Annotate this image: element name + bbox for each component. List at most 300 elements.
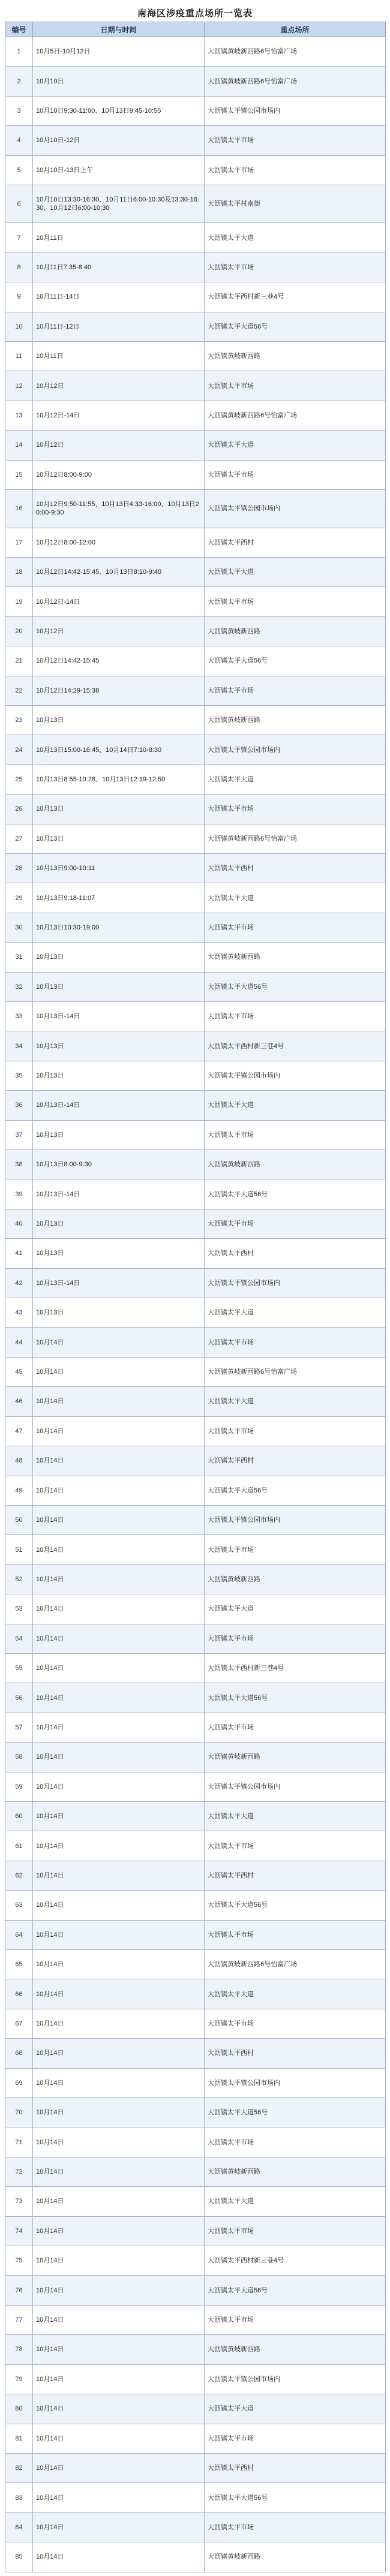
row-number: 49 (5, 1476, 33, 1505)
table-row (5, 2127, 386, 2157)
row-number: 52 (5, 1564, 33, 1594)
table-row (5, 1683, 386, 1713)
row-datetime: 10月12日8:00-12:00 (33, 528, 205, 557)
row-place: 大沥镇黄岐新西路6号怡富广场 (205, 824, 386, 853)
row-number: 13 (5, 401, 33, 430)
row-place: 大沥镇太平大道 (205, 1594, 386, 1624)
row-datetime: 10月14日 (33, 1328, 205, 1357)
row-place: 大沥镇黄岐新西路6号怡富广场 (205, 67, 386, 96)
table-row (5, 2542, 386, 2572)
row-number: 67 (5, 2009, 33, 2038)
table-row (5, 1209, 386, 1238)
row-place: 大沥镇黄岐新西路 (205, 342, 386, 371)
row-datetime: 10月14日 (33, 1713, 205, 1742)
row-number: 39 (5, 1179, 33, 1209)
row-datetime: 10月14日 (33, 1831, 205, 1861)
row-number: 69 (5, 2068, 33, 2097)
row-place: 大沥镇黄岐新西路 (205, 1150, 386, 1179)
row-number: 10 (5, 312, 33, 341)
row-place: 大沥镇太平大道56号 (205, 312, 386, 341)
row-place: 大沥镇太平市场 (205, 676, 386, 705)
row-place: 大沥镇太平西村新三巷4号 (205, 2246, 386, 2276)
row-datetime: 10月13日 (33, 1061, 205, 1090)
row-number: 73 (5, 2187, 33, 2216)
row-number: 84 (5, 2512, 33, 2542)
table-row (5, 185, 386, 223)
row-number: 11 (5, 342, 33, 371)
row-datetime: 10月14日 (33, 2276, 205, 2305)
table-row (5, 2098, 386, 2127)
row-place: 大沥镇黄岐新西路 (205, 2157, 386, 2186)
row-datetime: 10月12日14:42-15:45 (33, 646, 205, 676)
row-place: 大沥镇太平西村 (205, 853, 386, 883)
table-row (5, 1002, 386, 1031)
row-datetime: 10月11日-12日 (33, 312, 205, 341)
row-number: 34 (5, 1031, 33, 1061)
table-row (5, 371, 386, 401)
row-number: 82 (5, 2453, 33, 2482)
row-place: 大沥镇太平市场 (205, 252, 386, 282)
table-row (5, 1031, 386, 1061)
table-row (5, 1268, 386, 1298)
row-place: 大沥镇太平市场 (205, 587, 386, 616)
row-number: 16 (5, 490, 33, 528)
row-place: 大沥镇太平大道 (205, 883, 386, 913)
row-datetime: 10月13日15:00-16:45、10月14日7:10-8:30 (33, 735, 205, 765)
row-number: 45 (5, 1357, 33, 1386)
row-place: 大沥镇太平市场 (205, 1209, 386, 1238)
row-place: 大沥镇黄岐新西路 (205, 943, 386, 972)
row-datetime: 10月14日 (33, 2127, 205, 2157)
row-place: 大沥镇太平市场 (205, 371, 386, 401)
row-datetime: 10月14日 (33, 1979, 205, 2009)
row-number: 23 (5, 705, 33, 735)
header-row (5, 22, 386, 37)
row-place: 大沥镇太平大道56号 (205, 1683, 386, 1713)
row-number: 15 (5, 460, 33, 489)
row-number: 37 (5, 1120, 33, 1149)
row-place: 大沥镇太平市场 (205, 2512, 386, 2542)
table-row (5, 853, 386, 883)
row-place: 大沥镇太平市场 (205, 1120, 386, 1149)
row-datetime: 10月13日9:00-10:11 (33, 853, 205, 883)
table-row (5, 1298, 386, 1328)
table-row (5, 1594, 386, 1624)
row-datetime: 10月14日 (33, 2364, 205, 2394)
row-datetime: 10月12日-14日 (33, 587, 205, 616)
row-place: 大沥镇太平市场 (205, 2009, 386, 2038)
table-row (5, 1476, 386, 1505)
table-row (5, 1446, 386, 1476)
row-datetime: 10月13日 (33, 972, 205, 1001)
row-number: 57 (5, 1713, 33, 1742)
table-row (5, 2039, 386, 2068)
row-place: 大沥镇太平西村新三巷4号 (205, 1653, 386, 1683)
table-row (5, 2216, 386, 2246)
row-number: 50 (5, 1505, 33, 1534)
row-place: 大沥镇太平大道56号 (205, 1476, 386, 1505)
table-header (5, 22, 386, 37)
row-place: 大沥镇黄岐新西路6号怡富广场 (205, 1950, 386, 1979)
row-datetime: 10月14日 (33, 2453, 205, 2482)
row-datetime: 10月14日 (33, 2246, 205, 2276)
row-place: 大沥镇太平西村 (205, 2453, 386, 2482)
row-datetime: 10月14日 (33, 2216, 205, 2246)
row-place: 大沥镇太平市场 (205, 1535, 386, 1564)
row-place: 大沥镇黄岐新西路 (205, 1743, 386, 1772)
row-number: 70 (5, 2098, 33, 2127)
table-row (5, 616, 386, 646)
table-row (5, 2276, 386, 2305)
row-number: 62 (5, 1861, 33, 1890)
row-number: 5 (5, 155, 33, 185)
row-datetime: 10月13日 (33, 1298, 205, 1328)
row-number: 36 (5, 1091, 33, 1120)
row-place: 大沥镇太平市场 (205, 1328, 386, 1357)
row-number: 31 (5, 943, 33, 972)
row-datetime: 10月13日 (33, 795, 205, 824)
row-place: 大沥镇太平市场 (205, 1713, 386, 1742)
row-place: 大沥镇太平镇公园市场内 (205, 2364, 386, 2394)
row-place: 大沥镇太平市场 (205, 460, 386, 489)
row-number: 55 (5, 1653, 33, 1683)
table-row (5, 2453, 386, 2482)
row-number: 35 (5, 1061, 33, 1090)
row-place: 大沥镇太平市场 (205, 2424, 386, 2453)
row-datetime: 10月14日 (33, 1920, 205, 1949)
row-datetime: 10月14日 (33, 2068, 205, 2097)
row-datetime: 10月12日-14日 (33, 401, 205, 430)
table-row (5, 2424, 386, 2453)
row-datetime: 10月11日 (33, 223, 205, 252)
row-datetime: 10月10日 (33, 67, 205, 96)
column-header-datetime: 日期与时间 (33, 22, 205, 37)
row-place: 大沥镇太平大道56号 (205, 2276, 386, 2305)
row-place: 大沥镇太平大道56号 (205, 972, 386, 1001)
row-number: 25 (5, 765, 33, 794)
table-row (5, 1801, 386, 1831)
row-datetime: 10月13日8:00-9:30 (33, 1150, 205, 1179)
row-number: 18 (5, 557, 33, 586)
row-datetime: 10月14日 (33, 2157, 205, 2186)
table-row (5, 943, 386, 972)
row-number: 47 (5, 1416, 33, 1446)
row-datetime: 10月14日 (33, 1505, 205, 1534)
row-number: 43 (5, 1298, 33, 1328)
row-number: 81 (5, 2424, 33, 2453)
row-place: 大沥镇太平市场 (205, 1920, 386, 1949)
row-datetime: 10月14日 (33, 1594, 205, 1624)
row-number: 6 (5, 185, 33, 223)
row-number: 40 (5, 1209, 33, 1238)
row-datetime: 10月14日 (33, 2305, 205, 2334)
row-number: 27 (5, 824, 33, 853)
row-place: 大沥镇太平镇公园市场内 (205, 490, 386, 528)
row-place: 大沥镇黄岐新西路 (205, 705, 386, 735)
table-row (5, 2394, 386, 2424)
row-datetime: 10月14日 (33, 1387, 205, 1416)
row-datetime: 10月14日 (33, 1357, 205, 1386)
row-place: 大沥镇太平镇公园市场内 (205, 1505, 386, 1534)
table-row (5, 1091, 386, 1120)
row-number: 74 (5, 2216, 33, 2246)
row-place: 大沥镇太平大道 (205, 1801, 386, 1831)
table-row (5, 1831, 386, 1861)
row-place: 大沥镇黄岐新西路 (205, 2335, 386, 2364)
row-datetime: 10月13日10:30-19:00 (33, 913, 205, 942)
column-header-place: 重点场所 (205, 22, 386, 37)
table-row (5, 1387, 386, 1416)
row-datetime: 10月13日 (33, 1239, 205, 1268)
row-number: 85 (5, 2542, 33, 2572)
row-number: 78 (5, 2335, 33, 2364)
row-place: 大沥镇太平大道 (205, 223, 386, 252)
table-row (5, 1891, 386, 1920)
row-datetime: 10月11日 (33, 342, 205, 371)
row-datetime: 10月5日-10月12日 (33, 37, 205, 67)
row-number: 29 (5, 883, 33, 913)
row-place: 大沥镇太平市场 (205, 126, 386, 155)
row-number: 75 (5, 2246, 33, 2276)
row-place: 大沥镇太平市场 (205, 1624, 386, 1653)
row-place: 大沥镇太平西村 (205, 1861, 386, 1890)
table-row (5, 795, 386, 824)
places-table (5, 22, 386, 2572)
row-place: 大沥镇太平市场 (205, 155, 386, 185)
table-row (5, 252, 386, 282)
row-number: 21 (5, 646, 33, 676)
row-number: 71 (5, 2127, 33, 2157)
table-row (5, 646, 386, 676)
row-datetime: 10月13日 (33, 1120, 205, 1149)
row-number: 60 (5, 1801, 33, 1831)
row-place: 大沥镇太平市场 (205, 2305, 386, 2334)
row-datetime: 10月14日 (33, 1950, 205, 1979)
row-place: 大沥镇太平市场 (205, 1831, 386, 1861)
table-row (5, 883, 386, 913)
table-row (5, 1743, 386, 1772)
row-place: 大沥镇太平镇公园市场内 (205, 1061, 386, 1090)
row-place: 大沥镇太平镇公园市场内 (205, 2068, 386, 2097)
table-row (5, 401, 386, 430)
row-datetime: 10月14日 (33, 1772, 205, 1801)
table-row (5, 824, 386, 853)
row-number: 41 (5, 1239, 33, 1268)
row-number: 46 (5, 1387, 33, 1416)
row-place: 大沥镇黄岐新西路 (205, 1564, 386, 1594)
row-place: 大沥镇黄岐新西路6号怡富广场 (205, 401, 386, 430)
row-datetime: 10月13日 (33, 824, 205, 853)
row-place: 大沥镇太平市场 (205, 795, 386, 824)
row-datetime: 10月14日 (33, 2512, 205, 2542)
row-number: 26 (5, 795, 33, 824)
row-place: 大沥镇太平西村 (205, 1446, 386, 1476)
row-datetime: 10月14日 (33, 1801, 205, 1831)
row-datetime: 10月13日 (33, 705, 205, 735)
row-number: 80 (5, 2394, 33, 2424)
row-place: 大沥镇黄岐新西路 (205, 616, 386, 646)
row-datetime: 10月14日 (33, 1476, 205, 1505)
row-number: 54 (5, 1624, 33, 1653)
row-number: 72 (5, 2157, 33, 2186)
row-place: 大沥镇太平大道56号 (205, 1179, 386, 1209)
row-number: 76 (5, 2276, 33, 2305)
row-datetime: 10月14日 (33, 1446, 205, 1476)
row-datetime: 10月12日14:42-15:45、10月13日8:10-9:40 (33, 557, 205, 586)
row-datetime: 10月13日-14日 (33, 1179, 205, 1209)
row-datetime: 10月14日 (33, 2335, 205, 2364)
row-number: 68 (5, 2039, 33, 2068)
row-datetime: 10月11日-14日 (33, 282, 205, 312)
table-row (5, 1772, 386, 1801)
row-datetime: 10月14日 (33, 1743, 205, 1772)
row-datetime: 10月14日 (33, 2542, 205, 2572)
row-datetime: 10月14日 (33, 2394, 205, 2424)
row-datetime: 10月12日9:50-11:55、10月13日4:33-16:00、10月13日20:00-9:30 (33, 490, 205, 528)
row-place: 大沥镇太平大道 (205, 1387, 386, 1416)
table-row (5, 1061, 386, 1090)
table-row (5, 1861, 386, 1890)
row-datetime: 10月10日13:30-16:30、10月11日6:00-10:30及13:30-16:30、10月12日6:00-10:30 (33, 185, 205, 223)
row-number: 44 (5, 1328, 33, 1357)
table-row (5, 2512, 386, 2542)
row-place: 大沥镇太平大道 (205, 557, 386, 586)
row-datetime: 10月12日 (33, 431, 205, 460)
table-row (5, 155, 386, 185)
table-row (5, 587, 386, 616)
row-number: 22 (5, 676, 33, 705)
row-number: 53 (5, 1594, 33, 1624)
table-row (5, 1505, 386, 1534)
row-datetime: 10月13日 (33, 1031, 205, 1061)
row-place: 大沥镇黄岐新西路 (205, 2542, 386, 2572)
row-place: 大沥镇太平西村新三巷4号 (205, 1031, 386, 1061)
table-row (5, 460, 386, 489)
row-place: 大沥镇黄岐新西路6号怡富广场 (205, 1357, 386, 1386)
table-row (5, 2187, 386, 2216)
row-datetime: 10月14日 (33, 1861, 205, 1890)
row-datetime: 10月14日 (33, 2009, 205, 2038)
row-datetime: 10月14日 (33, 1416, 205, 1446)
table-row (5, 1328, 386, 1357)
table-row (5, 676, 386, 705)
row-datetime: 10月14日 (33, 1683, 205, 1713)
table-row (5, 1239, 386, 1268)
row-datetime: 10月13日9:18-11:07 (33, 883, 205, 913)
row-number: 9 (5, 282, 33, 312)
row-datetime: 10月11日7:35-8:40 (33, 252, 205, 282)
table-body (5, 37, 386, 2572)
row-number: 8 (5, 252, 33, 282)
row-place: 大沥镇太平市场 (205, 2127, 386, 2157)
row-place: 大沥镇太平大道 (205, 1979, 386, 2009)
row-number: 7 (5, 223, 33, 252)
table-row (5, 431, 386, 460)
row-place: 大沥镇太平西村新三巷4号 (205, 282, 386, 312)
column-header-number: 编号 (5, 22, 33, 37)
table-row (5, 2009, 386, 2038)
table-row (5, 1416, 386, 1446)
table-row (5, 96, 386, 125)
row-place: 大沥镇太平村南街 (205, 185, 386, 223)
row-datetime: 10月10日-13日上午 (33, 155, 205, 185)
row-number: 38 (5, 1150, 33, 1179)
table-row (5, 2483, 386, 2512)
table-row (5, 2364, 386, 2394)
row-number: 79 (5, 2364, 33, 2394)
table-row (5, 67, 386, 96)
table-row (5, 557, 386, 586)
row-number: 17 (5, 528, 33, 557)
row-number: 61 (5, 1831, 33, 1861)
row-datetime: 10月13日-14日 (33, 1091, 205, 1120)
row-place: 大沥镇太平市场 (205, 1416, 386, 1446)
row-datetime: 10月10日9:30-11:00、10月13日9:45-10:55 (33, 96, 205, 125)
row-number: 30 (5, 913, 33, 942)
row-number: 24 (5, 735, 33, 765)
table-row (5, 1920, 386, 1949)
row-number: 20 (5, 616, 33, 646)
row-number: 65 (5, 1950, 33, 1979)
row-number: 3 (5, 96, 33, 125)
table-row (5, 2305, 386, 2334)
row-number: 64 (5, 1920, 33, 1949)
row-datetime: 10月10日-12日 (33, 126, 205, 155)
row-number: 1 (5, 37, 33, 67)
table-row (5, 312, 386, 341)
row-datetime: 10月14日 (33, 2098, 205, 2127)
row-number: 58 (5, 1743, 33, 1772)
table-row (5, 2068, 386, 2097)
row-place: 大沥镇太平大道56号 (205, 2483, 386, 2512)
row-datetime: 10月12日8:00-9:00 (33, 460, 205, 489)
table-row (5, 972, 386, 1001)
row-datetime: 10月12日 (33, 371, 205, 401)
table-row (5, 223, 386, 252)
row-place: 大沥镇太平大道 (205, 765, 386, 794)
row-datetime: 10月13日8:55-10:28、10月13日12:19-12:50 (33, 765, 205, 794)
table-row (5, 705, 386, 735)
row-number: 59 (5, 1772, 33, 1801)
table-row (5, 1713, 386, 1742)
row-place: 大沥镇太平大道56号 (205, 1891, 386, 1920)
row-number: 19 (5, 587, 33, 616)
row-datetime: 10月12日 (33, 616, 205, 646)
row-datetime: 10月13日-14日 (33, 1268, 205, 1298)
row-datetime: 10月14日 (33, 1564, 205, 1594)
row-place: 大沥镇太平西村 (205, 528, 386, 557)
table-row (5, 490, 386, 528)
table-row (5, 1535, 386, 1564)
table-row (5, 913, 386, 942)
row-number: 33 (5, 1002, 33, 1031)
table-row (5, 1950, 386, 1979)
row-place: 大沥镇太平镇公园市场内 (205, 96, 386, 125)
row-number: 51 (5, 1535, 33, 1564)
row-datetime: 10月14日 (33, 2039, 205, 2068)
row-place: 大沥镇太平大道 (205, 1298, 386, 1328)
table-row (5, 2335, 386, 2364)
table-row (5, 1979, 386, 2009)
row-place: 大沥镇太平市场 (205, 1002, 386, 1031)
table-row (5, 528, 386, 557)
row-datetime: 10月14日 (33, 2483, 205, 2512)
row-datetime: 10月13日 (33, 1209, 205, 1238)
row-number: 4 (5, 126, 33, 155)
table-row (5, 282, 386, 312)
row-number: 42 (5, 1268, 33, 1298)
table-row (5, 1653, 386, 1683)
